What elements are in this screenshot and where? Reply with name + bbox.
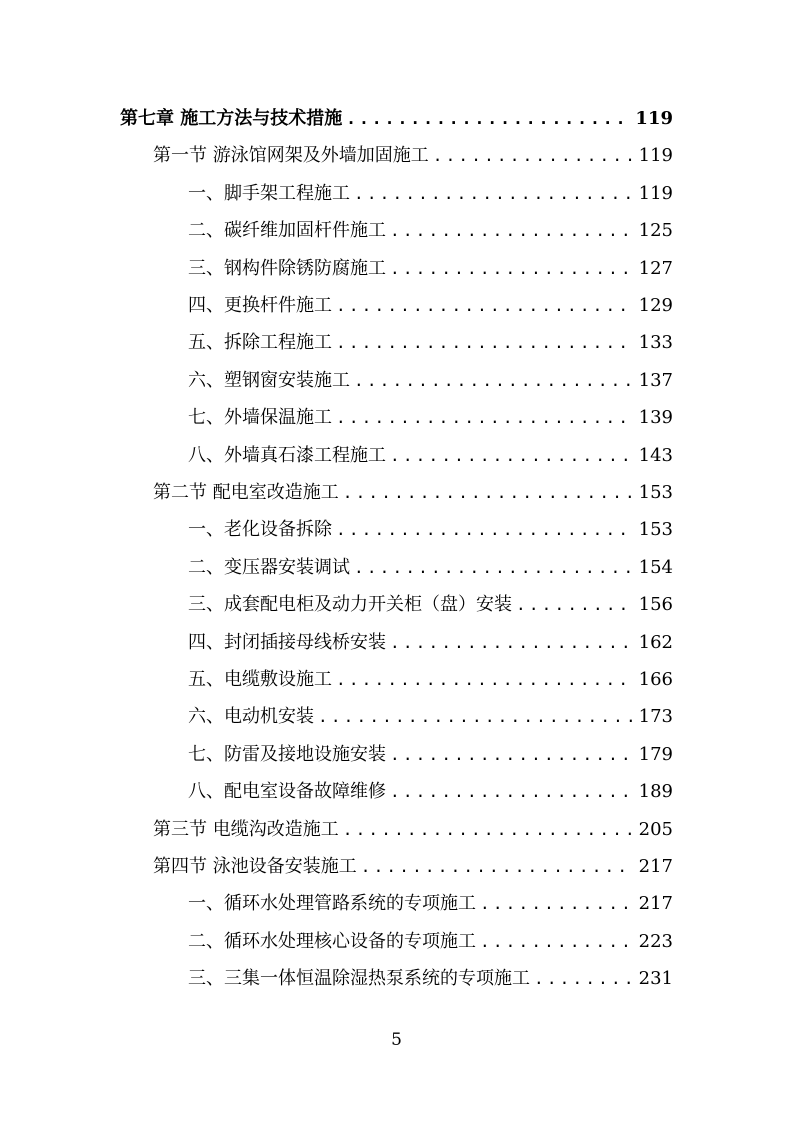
toc-entry-title: 八、配电室设备故障维修 <box>188 781 386 803</box>
toc-subsection-entry[interactable] <box>188 661 673 698</box>
toc-entry-title: 三、钢构件除锈防腐施工 <box>188 257 386 279</box>
toc-section-entry[interactable] <box>153 474 673 511</box>
toc-entry-title: 二、碳纤维加固杆件施工 <box>188 220 386 242</box>
toc-entry-page-number: 125 <box>638 220 673 242</box>
toc-entry-page-number: 154 <box>638 556 673 578</box>
toc-entry-title: 三、成套配电柜及动力开关柜（盘）安装 <box>188 594 512 616</box>
toc-entry-page-number: 153 <box>638 482 673 503</box>
toc-dot-leader <box>390 624 633 661</box>
toc-dot-leader <box>336 399 633 436</box>
toc-subsection-entry[interactable] <box>188 586 673 623</box>
toc-entry-page-number: 205 <box>638 818 673 840</box>
toc-subsection-entry[interactable] <box>188 212 673 249</box>
toc-subsection-entry[interactable] <box>188 624 673 661</box>
toc-subsection-entry[interactable] <box>188 324 673 361</box>
toc-entry-page-number: 133 <box>638 332 673 354</box>
toc-entry-page-number: 119 <box>638 145 673 167</box>
toc-entry-title: 第三节 电缆沟改造施工 <box>153 818 339 840</box>
toc-entry-page-number: 217 <box>638 856 673 877</box>
toc-subsection-entry[interactable] <box>188 885 673 922</box>
toc-entry-page-number: 231 <box>638 968 673 990</box>
toc-subsection-entry[interactable] <box>188 175 673 212</box>
toc-entry-page-number: 153 <box>638 519 673 541</box>
toc-dot-leader <box>354 362 633 399</box>
toc-dot-leader <box>534 960 633 997</box>
toc-entry-page-number: 162 <box>638 631 673 653</box>
toc-dot-leader <box>390 773 633 810</box>
toc-entry-title: 第四节 泳池设备安装施工 <box>153 856 357 877</box>
toc-entry-title: 第一节 游泳馆网架及外墙加固施工 <box>153 145 429 167</box>
toc-entry-title: 二、变压器安装调试 <box>188 556 350 578</box>
toc-dot-leader <box>343 474 633 511</box>
toc-dot-leader <box>390 437 633 474</box>
toc-chapter-entry[interactable] <box>120 100 673 137</box>
toc-dot-leader <box>480 923 633 960</box>
toc-entry-page-number: 119 <box>635 108 673 129</box>
toc-dot-leader <box>336 324 633 361</box>
toc-entry-page-number: 137 <box>638 369 673 391</box>
toc-entry-page-number: 129 <box>638 295 673 316</box>
toc-entry-page-number: 166 <box>638 669 673 690</box>
toc-dot-leader <box>318 698 633 735</box>
toc-subsection-entry[interactable] <box>188 773 673 810</box>
toc-entry-page-number: 156 <box>638 594 673 616</box>
toc-dot-leader <box>336 661 633 698</box>
toc-entry-title: 第七章 施工方法与技术措施 <box>120 108 343 129</box>
toc-subsection-entry[interactable] <box>188 287 673 324</box>
toc-entry-title: 五、电缆敷设施工 <box>188 669 332 690</box>
toc-subsection-entry[interactable] <box>188 511 673 548</box>
toc-entry-title: 一、脚手架工程施工 <box>188 182 350 204</box>
toc-dot-leader <box>390 212 633 249</box>
toc-entry-title: 三、三集一体恒温除湿热泵系统的专项施工 <box>188 968 530 990</box>
toc-entry-page-number: 143 <box>638 444 673 466</box>
toc-dot-leader <box>354 175 633 212</box>
toc-subsection-entry[interactable] <box>188 960 673 997</box>
toc-entry-page-number: 217 <box>638 893 673 915</box>
toc-subsection-entry[interactable] <box>188 698 673 735</box>
toc-entry-title: 六、塑钢窗安装施工 <box>188 369 350 391</box>
toc-dot-leader <box>480 885 633 922</box>
toc-entry-title: 一、老化设备拆除 <box>188 519 332 541</box>
toc-dot-leader <box>354 549 633 586</box>
toc-subsection-entry[interactable] <box>188 437 673 474</box>
toc-entry-title: 第二节 配电室改造施工 <box>153 482 339 503</box>
toc-entry-title: 一、循环水处理管路系统的专项施工 <box>188 893 476 915</box>
toc-subsection-entry[interactable] <box>188 399 673 436</box>
toc-entry-title: 四、更换杆件施工 <box>188 295 332 316</box>
toc-subsection-entry[interactable] <box>188 923 673 960</box>
toc-subsection-entry[interactable] <box>188 250 673 287</box>
toc-entry-title: 八、外墙真石漆工程施工 <box>188 444 386 466</box>
toc-entry-page-number: 119 <box>638 182 673 204</box>
toc-subsection-entry[interactable] <box>188 549 673 586</box>
toc-entry-title: 四、封闭插接母线桥安装 <box>188 631 386 653</box>
toc-entry-title: 七、防雷及接地设施安装 <box>188 743 386 765</box>
toc-section-entry[interactable] <box>153 137 673 174</box>
toc-entry-page-number: 127 <box>638 257 673 279</box>
toc-entry-title: 六、电动机安装 <box>188 706 314 728</box>
toc-entry-title: 二、循环水处理核心设备的专项施工 <box>188 930 476 952</box>
toc-entry-page-number: 139 <box>638 407 673 429</box>
toc-dot-leader <box>343 811 633 848</box>
toc-dot-leader <box>336 287 633 324</box>
toc-section-entry[interactable] <box>153 811 673 848</box>
toc-entry-title: 七、外墙保温施工 <box>188 407 332 429</box>
toc-entry-page-number: 173 <box>638 706 673 728</box>
toc-dot-leader <box>361 848 633 885</box>
toc-subsection-entry[interactable] <box>188 736 673 773</box>
toc-subsection-entry[interactable] <box>188 362 673 399</box>
toc-entry-page-number: 179 <box>638 743 673 765</box>
toc-dot-leader <box>336 511 633 548</box>
toc-dot-leader <box>433 137 633 174</box>
page-number: 5 <box>391 1030 402 1050</box>
toc-entry-page-number: 223 <box>638 930 673 952</box>
toc-entry-page-number: 189 <box>638 781 673 803</box>
toc-dot-leader <box>516 586 633 623</box>
toc-section-entry[interactable] <box>153 848 673 885</box>
toc-dot-leader <box>346 100 629 137</box>
toc-entry-title: 五、拆除工程施工 <box>188 332 332 354</box>
toc-dot-leader <box>390 736 633 773</box>
toc-dot-leader <box>390 250 633 287</box>
